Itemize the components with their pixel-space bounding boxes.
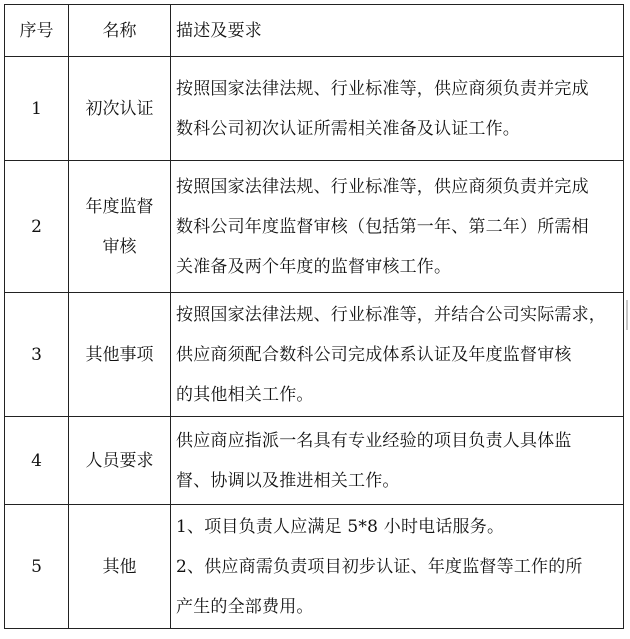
row-desc-line: 的其他相关工作。 <box>176 384 314 405</box>
row-name <box>69 417 171 505</box>
row-idx: 1 <box>5 57 69 161</box>
row-idx: 5 <box>5 505 69 629</box>
table-row <box>5 417 624 505</box>
row-name-line: 初次认证 <box>85 98 154 119</box>
row-desc-line: 供应商应指派一名具有专业经验的项目负责人具体监 <box>176 430 572 451</box>
row-name <box>69 293 171 417</box>
row-desc <box>171 57 624 161</box>
row-idx: 4 <box>5 417 69 505</box>
row-name <box>69 505 171 629</box>
scroll-edge-mark <box>626 300 628 330</box>
row-name <box>69 161 171 293</box>
row-desc <box>171 505 624 629</box>
requirements-table <box>4 4 624 629</box>
row-name <box>69 57 171 161</box>
row-desc <box>171 417 624 505</box>
header-name: 名称 <box>69 5 171 57</box>
row-desc <box>171 293 624 417</box>
header-idx: 序号 <box>5 5 69 57</box>
row-desc-line: 按照国家法律法规、行业标准等，供应商须负责并完成 <box>176 176 589 197</box>
row-desc-line: 数科公司年度监督审核（包括第一年、第二年）所需相 <box>176 216 589 237</box>
table-row <box>5 293 624 417</box>
row-desc-line: 2、供应商需负责项目初步认证、年度监督等工作的所 <box>176 556 583 577</box>
header-desc: 描述及要求 <box>171 5 624 57</box>
row-name-line: 年度监督 <box>85 196 154 217</box>
row-name-line: 其他事项 <box>85 344 154 365</box>
row-idx: 3 <box>5 293 69 417</box>
header-row <box>5 5 624 57</box>
row-name-line: 人员要求 <box>85 450 154 471</box>
row-desc-line: 供应商须配合数科公司完成体系认证及年度监督审核 <box>176 344 572 365</box>
row-desc-line: 按照国家法律法规、行业标准等，并结合公司实际需求， <box>176 304 606 325</box>
table-row <box>5 57 624 161</box>
row-desc-line: 督、协调以及推进相关工作。 <box>176 470 400 491</box>
row-desc-line: 1、项目负责人应满足 5*8 小时电话服务。 <box>176 516 505 537</box>
row-name-line: 审核 <box>102 236 137 257</box>
row-desc-line: 数科公司初次认证所需相关准备及认证工作。 <box>176 118 520 139</box>
row-desc-line: 关准备及两个年度的监督审核工作。 <box>176 256 452 277</box>
table-row <box>5 161 624 293</box>
row-desc <box>171 161 624 293</box>
row-name-line: 其他 <box>102 556 137 577</box>
row-desc-line: 按照国家法律法规、行业标准等，供应商须负责并完成 <box>176 78 589 99</box>
table-row <box>5 505 624 629</box>
row-idx: 2 <box>5 161 69 293</box>
row-desc-line: 产生的全部费用。 <box>176 596 314 617</box>
